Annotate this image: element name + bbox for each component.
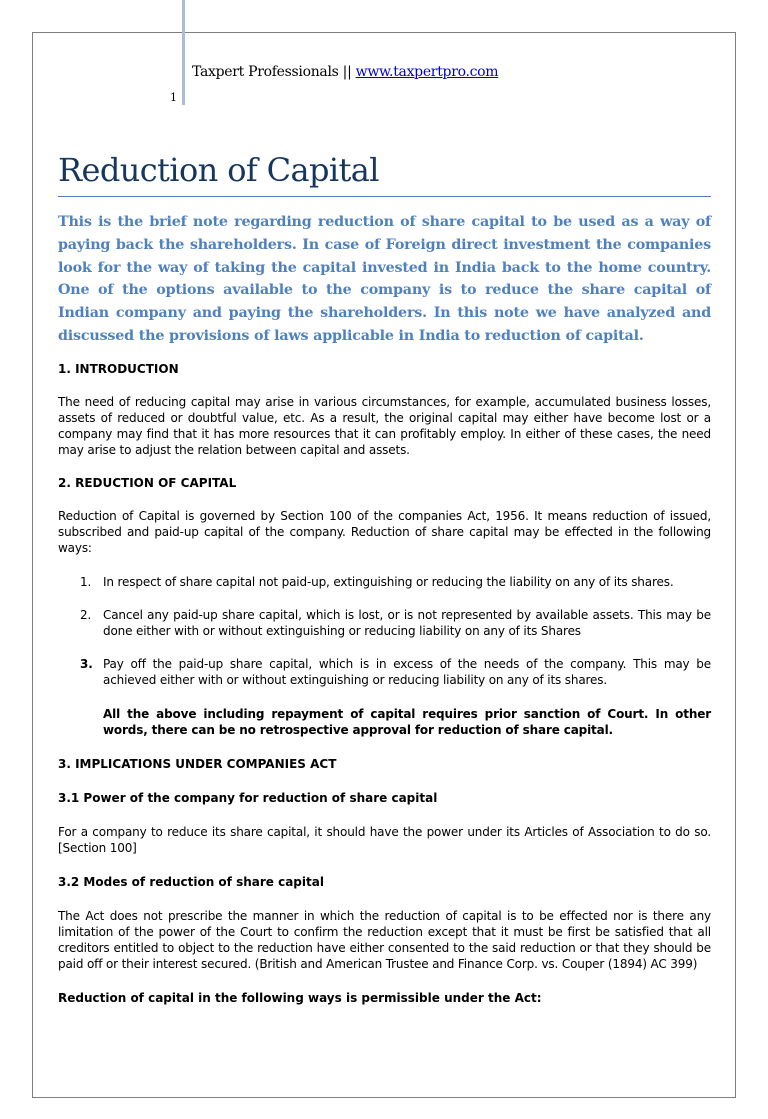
list-number: 3. [80,656,93,671]
power-paragraph: For a company to reduce its share capital, it should have the power under its Articles of Association to do so. [Section 100] [58,824,711,855]
list-text: Pay off the paid-up share capital, which is in excess of the needs of the company. This may be achieved either with or without extinguishing or reducing liability on any of its shares. [103,656,711,687]
reduction-ways-list [58,574,711,738]
modes-paragraph: The Act does not prescribe the manner in which the reduction of capital is to be effected nor is there any limitation of the power of the Court to confirm the reduction except that it must be first be satisfied that all creditors entitled to object to the reduction have either consented to the said reduction or that they should be paid off or their interest secured. (British and American Trustee and Finance Corp. vs. Couper (1894) AC 399) [58,908,711,971]
list-item [58,656,711,688]
list-text: Cancel any paid-up share capital, which is lost, or is not represented by available assets. This may be done either with or without extinguishing or reducing liability on any of its Shares [103,607,711,638]
section-heading-implications: 3. IMPLICATIONS UNDER COMPANIES ACT [58,756,337,771]
subsection-heading-modes: 3.2 Modes of reduction of share capital [58,874,324,889]
list-number: 1. [80,574,92,589]
list-item [58,607,711,639]
reduction-paragraph: Reduction of Capital is governed by Section 100 of the companies Act, 1956. It means reduction of issued, subscribed and paid-up capital of the company. Reduction of share capital may be effected in the following ways: [58,508,711,555]
list-text: In respect of share capital not paid-up, extinguishing or reducing the liability on any of its shares. [103,574,674,589]
document-title: Reduction of Capital [58,150,711,197]
court-sanction-note [58,706,711,738]
page-header [192,64,498,80]
intro-paragraph: This is the brief note regarding reduction of share capital to be used as a way of paying back the shareholders. In case of Foreign direct investment the companies look for the way of taking the capital invested in India back to the home country. One of the options available to the company is to reduce the share capital of Indian company and paying the shareholders. In this note we have analyzed and discussed the provisions of laws applicable in India to reduction of capital. [58,214,711,344]
header-company: Taxpert Professionals || [192,64,356,80]
list-item [58,574,711,590]
header-divider [182,0,185,105]
section-heading-reduction: 2. REDUCTION OF CAPITAL [58,475,237,490]
document-body [58,150,711,1006]
list-number: 2. [80,607,92,622]
introduction-paragraph: The need of reducing capital may arise in various circumstances, for example, accumulated business losses, assets of reduced or doubtful value, etc. As a result, the original capital may either have become lost or a company may find that it has more resources that it can profitably employ. In either of these cases, the need may arise to adjust the relation between capital and assets. [58,394,711,457]
page-number: 1 [170,91,177,104]
permissible-ways-heading: Reduction of capital in the following ways is permissible under the Act: [58,990,542,1005]
subsection-heading-power: 3.1 Power of the company for reduction of share capital [58,790,438,805]
section-heading-introduction: 1. INTRODUCTION [58,361,179,376]
header-link[interactable]: www.taxpertpro.com [355,64,499,80]
note-text: All the above including repayment of capital requires prior sanction of Court. In other words, there can be no retrospective approval for reduction of share capital. [103,706,711,737]
